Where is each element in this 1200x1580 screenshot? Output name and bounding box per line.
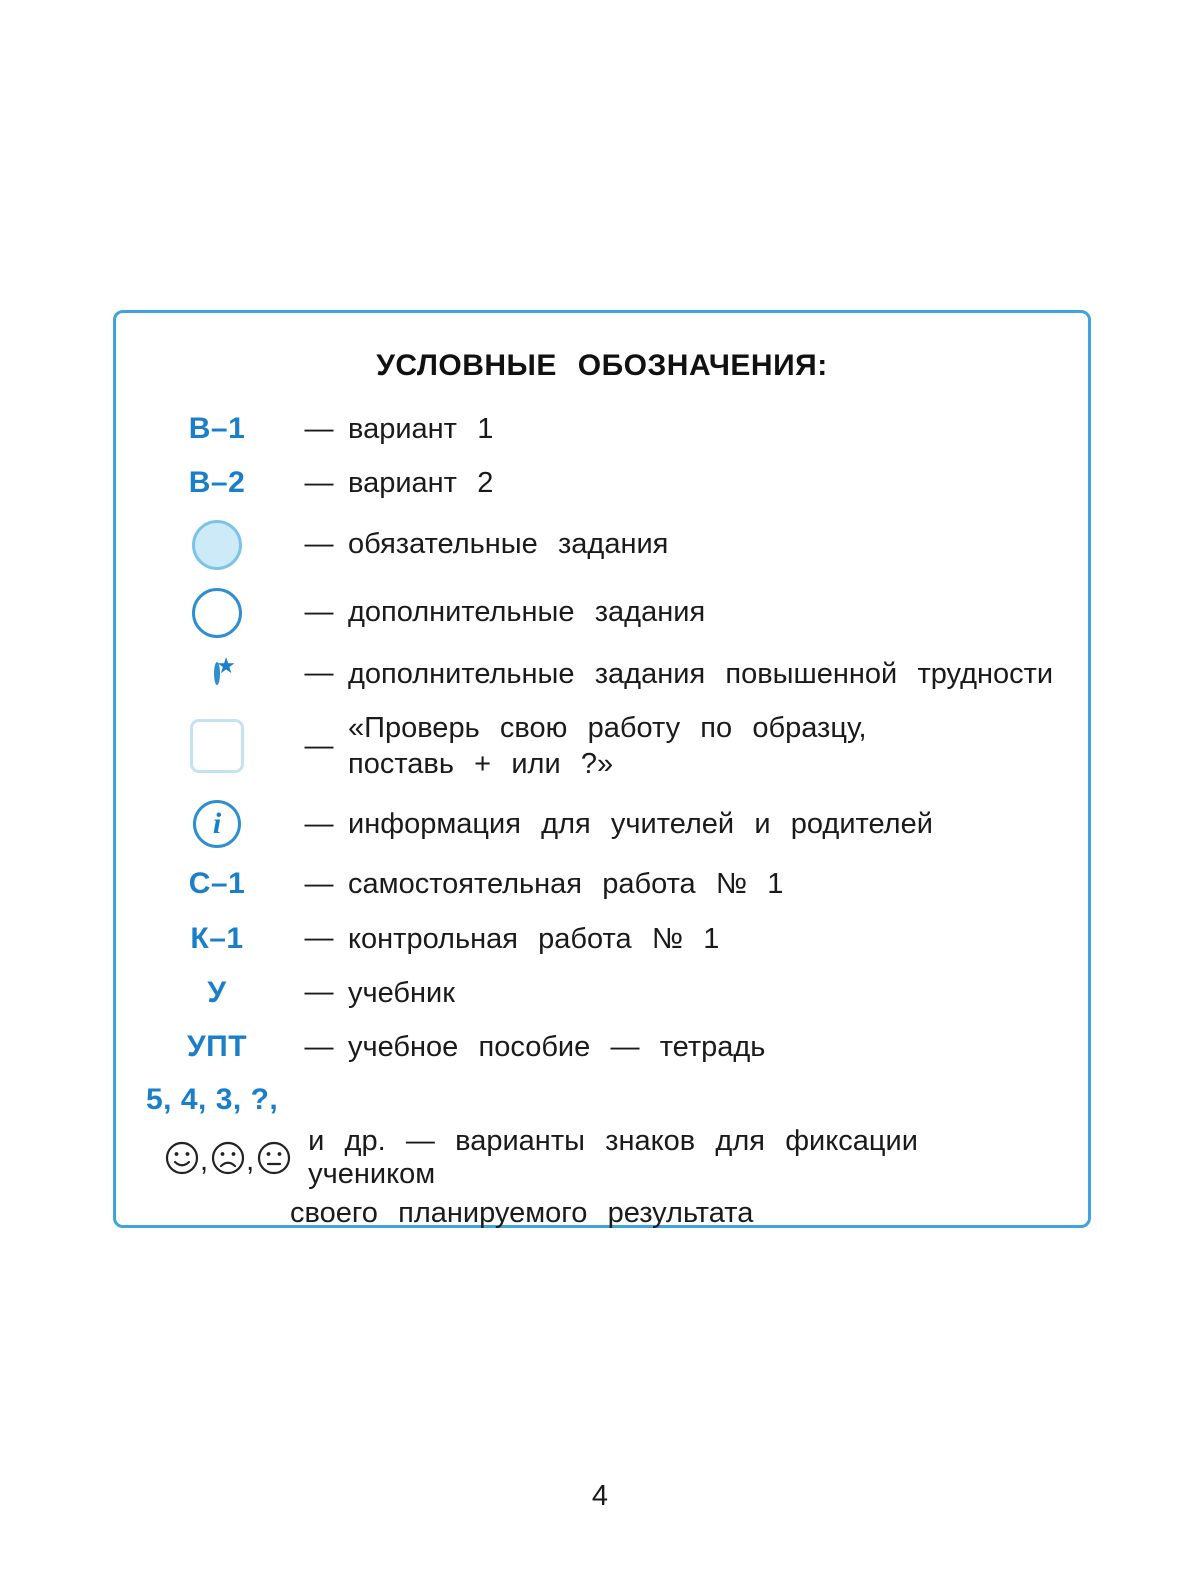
- happy-face-icon: [164, 1140, 200, 1176]
- legend-row-required: [144, 520, 1060, 570]
- marks-symbols: 5, 4, 3, ?,: [146, 1083, 279, 1117]
- description: дополнительные задания: [348, 596, 706, 629]
- legend-row-additional: [144, 588, 1060, 638]
- page-title: УСЛОВНЫЕ ОБОЗНАЧЕНИЯ:: [376, 349, 828, 382]
- dash: —: [304, 867, 334, 900]
- symbol-s1: С–1: [188, 867, 246, 901]
- dash: —: [304, 729, 334, 762]
- star-circle-icon: [214, 652, 236, 683]
- symbol-upt: УПТ: [186, 1030, 248, 1064]
- marks-line2: [164, 1125, 1060, 1191]
- description: «Проверь свою работу по образцу, поставь + или ?»: [348, 711, 867, 780]
- dash: —: [304, 528, 334, 560]
- filled-circle-icon: [192, 520, 242, 570]
- legend-row-k1: [144, 921, 1060, 957]
- description: обязательные задания: [348, 528, 669, 561]
- legend-row-s1: [144, 866, 1060, 902]
- dash: —: [304, 412, 334, 445]
- description: учебное пособие — тетрадь: [348, 1031, 766, 1063]
- description: дополнительные задания повышенной трудности: [348, 657, 1054, 690]
- marks-description-cont: своего планируемого результата: [290, 1197, 754, 1230]
- symbol-k1: К–1: [190, 921, 244, 955]
- dash: —: [304, 976, 334, 1009]
- info-icon: i: [193, 800, 241, 848]
- marks-block: [144, 1083, 1060, 1230]
- star-icon: ★: [216, 652, 236, 678]
- legend-row-advanced: [144, 652, 1060, 692]
- dash: —: [304, 922, 334, 955]
- symbol-v2: В–2: [188, 466, 246, 500]
- sad-face-icon: [210, 1140, 246, 1176]
- description: вариант 1: [348, 413, 494, 445]
- smiley-faces: , ,: [164, 1139, 292, 1178]
- page-number: 4: [591, 1480, 609, 1512]
- symbol-v1: В–1: [188, 412, 246, 446]
- description: учебник: [348, 976, 455, 1009]
- marks-description: и др. — варианты знаков для фиксации учеником: [308, 1125, 918, 1191]
- description: контрольная работа № 1: [348, 922, 720, 955]
- description: самостоятельная работа № 1: [348, 868, 784, 901]
- description: информация для учителей и родителей: [348, 808, 933, 841]
- legend-row-check: [144, 710, 1060, 783]
- legend-row-upt: [144, 1029, 1060, 1065]
- check-square-icon: [190, 719, 244, 773]
- legend-row-info: [144, 800, 1060, 848]
- symbol-u: У: [207, 975, 227, 1009]
- dash: —: [304, 1030, 334, 1063]
- neutral-face-icon: [256, 1140, 292, 1176]
- empty-circle-icon: [192, 588, 242, 638]
- legend-box: [113, 310, 1091, 1228]
- legend-row-v2: [144, 465, 1060, 501]
- legend-row-u: [144, 975, 1060, 1011]
- description: вариант 2: [348, 467, 494, 500]
- legend-row-v1: [144, 411, 1060, 447]
- dash: —: [304, 466, 334, 499]
- dash: —: [304, 807, 334, 840]
- dash: —: [304, 596, 334, 628]
- dash: —: [304, 657, 334, 690]
